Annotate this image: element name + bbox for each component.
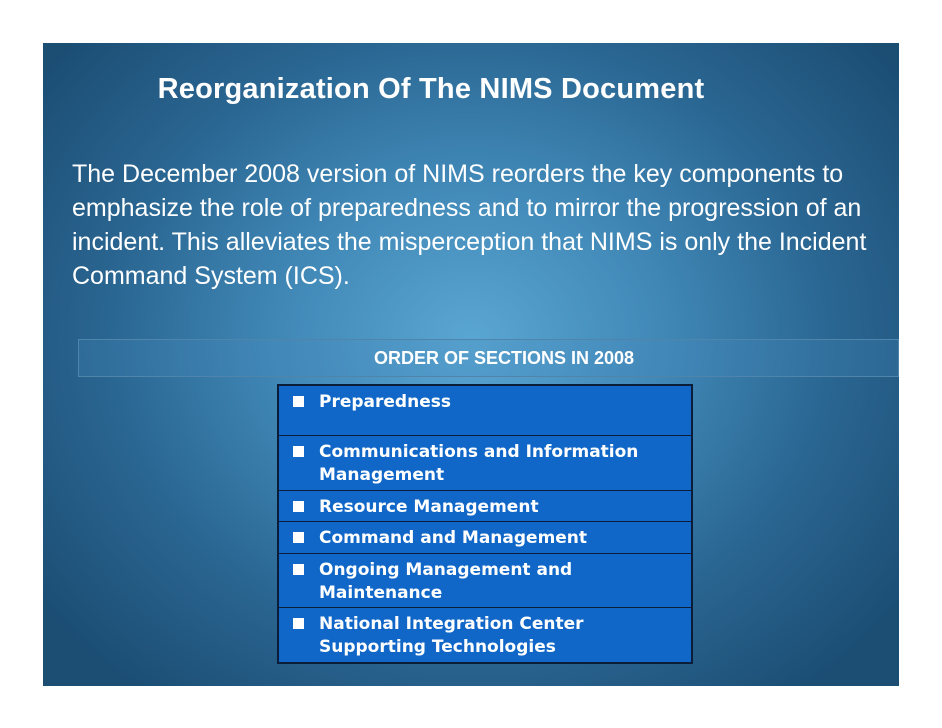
- sections-header-label: ORDER OF SECTIONS IN 2008: [373, 348, 635, 368]
- sections-table: [277, 384, 693, 664]
- section-row: [279, 554, 691, 608]
- square-bullet-icon: [293, 618, 304, 629]
- square-bullet-icon: [293, 532, 304, 543]
- section-label: Preparedness: [319, 392, 451, 412]
- section-row: [279, 436, 691, 491]
- section-label: Command and Management: [319, 528, 588, 548]
- section-label: Communications and Information Management: [319, 442, 639, 485]
- square-bullet-icon: [293, 396, 304, 407]
- section-row: [279, 522, 691, 554]
- body-paragraph: The December 2008 version of NIMS reorders the key components to emphasize the role of preparedness and to mirror the progression of an incident. This alleviates the misperception that NIMS is only the Incident Command System (ICS).: [72, 160, 867, 290]
- section-row: [279, 608, 691, 662]
- section-label: Resource Management: [319, 497, 539, 517]
- section-row: [279, 386, 691, 436]
- section-label: Ongoing Management and Maintenance: [319, 560, 573, 603]
- section-label: National Integration Center Supporting Technologies: [319, 614, 584, 657]
- section-row: [279, 491, 691, 522]
- slide-title: Reorganization Of The NIMS Document: [157, 73, 705, 105]
- square-bullet-icon: [293, 501, 304, 512]
- square-bullet-icon: [293, 446, 304, 457]
- slide: [43, 43, 899, 686]
- square-bullet-icon: [293, 564, 304, 575]
- sections-header-box: [78, 339, 899, 377]
